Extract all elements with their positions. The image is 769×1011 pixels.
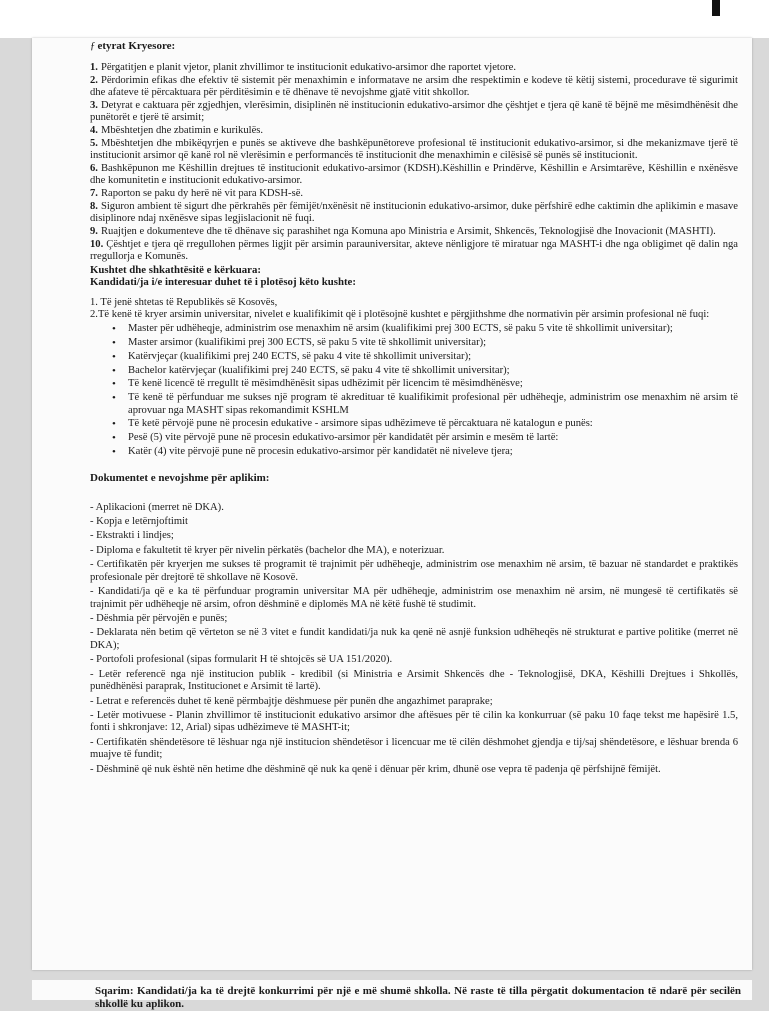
list-item: - Deklarata nën betim që vërteton se në 3 vitet e fundit kandidati/ja nuk ka qenë në asnjë funksion udhëheqës në strukturat e partive politike (merret në DKA); [90, 627, 738, 651]
list-item: - Letër referencë nga një institucion publik - kredibil (si Ministria e Arsimit Shkencës dhe - Teknologjisë, DKA, Këshilli Drejtues i Shkollës, punëdhënësi paraprak, Institucionet e Arsimit të lartë). [90, 668, 738, 693]
documents-list [90, 502, 738, 776]
list-item: • Pesë (5) vite përvojë pune në procesin edukativo-arsimor për kandidatët për arsimin e mesëm të lartë: [128, 432, 738, 444]
list-item: • Të ketë përvojë pune në procesin edukative - arsimore sipas udhëzimeve të përcaktuara në katalogun e punës: [128, 418, 738, 430]
item-text: Siguron ambient të sigurt dhe përkrahës për fëmijët/nxënësit në institucionin edukativo-arsimor, duke përfshirë edhe caktimin dhe aplikimin e masave disiplinore ndaj nxënësve sipas legjislacionit në fuqi. [90, 201, 738, 225]
documents-title: Dokumentet e nevojshme për aplikim: [90, 472, 270, 485]
duties-list [90, 62, 738, 263]
list-item: • Katër (4) vite përvojë pune në procesin edukativo-arsimor për kandidatët në niveleve tjera; [128, 446, 738, 458]
item-text: Mbështetjen dhe mbikëqyrjen e punës se aktiveve dhe bashkëpunëtoreve profesional të institucionit edukativo-arsimor, si dhe mekanizmave tjerë të institucionit arsimor që kanë rol në vlerësimin e performancës të institucionit dhe menaxhimin e cilësisë së punës së institucionit. [90, 138, 738, 162]
item-number: 10. [90, 238, 104, 250]
item-text: Detyrat e caktuara për zgjedhjen, vlerësimin, disiplinën në institucionin edukativo-arsimor dhe çështjet e tjera që kanë të bëjnë me mësimdhënësit dhe punëtorët e tjerë të arsimit; [90, 100, 738, 124]
list-item: • Të kenë të përfunduar me sukses një program të akredituar të kualifikimit profesional për udhëheqje, administrim ose menaxhim në arsim të aprovuar nga MASHT sipas rekomandimit KSHLM [128, 392, 738, 417]
item-number: 3. [90, 100, 98, 112]
document-content [90, 40, 738, 778]
item-number: 4. [90, 125, 98, 137]
conditions-list [90, 297, 738, 322]
list-item: - Aplikacioni (merret në DKA). [90, 501, 224, 513]
list-item [90, 62, 738, 74]
list-item: - Certifikatën për kryerjen me sukses të programit të trajnimit për udhëheqje, administrim ose menaxhim në arsim, të bazuar në standardet e praktikës profesionale për drejtorë të shkollave në Kosovë. [90, 559, 738, 583]
list-item: - Dëshminë që nuk është nën hetime dhe dëshminë që nuk ka qenë i dënuar për krim, dhunë ose vepra të padenja që përfshijnë fëmijët. [90, 763, 661, 775]
next-page-fragment [32, 980, 752, 1010]
list-item [90, 201, 738, 226]
list-item: - Diploma e fakultetit të kryer për nivelin përkatës (bachelor dhe MA), e noterizuar. [90, 544, 445, 556]
item-text: Çështjet e tjera që rregullohen përmes ligjit për arsimin parauniversitar, akteve nënligjore të miratuar nga MASHT-i dhe nga obligimet që dalin nga rregullorja e Komunës. [90, 238, 738, 263]
item-number: 5. [90, 138, 98, 150]
item-text: Mbështetjen dhe zbatimin e kurikulës. [100, 125, 264, 137]
item-number: 6. [90, 163, 98, 175]
list-item: 2.Të kenë të kryer arsimin universitar, nivelet e kualifikimit që i plotësojnë kushtet e përgjithshme dhe normativin për arsimin profesional në fuqi: [90, 308, 710, 320]
list-item [90, 226, 738, 238]
list-item: • Master arsimor (kualifikimi prej 300 ECTS, së paku 5 vite të shkollimit universitar); [128, 337, 738, 349]
list-item: 1. Të jenë shtetas të Republikës së Kosovës, [90, 296, 278, 308]
list-item: • Katërvjeçar (kualifikimi prej 240 ECTS, së paku 4 vite të shkollimit universitar); [128, 351, 738, 363]
item-text: Raporton se paku dy herë në vit para KDSH-së. [100, 188, 304, 200]
item-text: Përgatitjen e planit vjetor, planit zhvillimor te institucionit edukativo-arsimor dhe raportet vjetore. [100, 62, 517, 74]
list-item: - Kopja e letërnjoftimit [90, 515, 188, 527]
list-item: - Letrat e referencës duhet të kenë përmbajtje dëshmuese për punën dhe angazhimet paraprake; [90, 695, 493, 707]
item-number: 9. [90, 226, 98, 238]
scroll-marker [712, 0, 720, 16]
duties-heading [90, 40, 738, 52]
qualifications-list [90, 323, 738, 458]
list-item: - Dëshmia për përvojën e punës; [90, 613, 228, 624]
item-number: 7. [90, 188, 98, 200]
list-item [90, 75, 738, 100]
conditions-title: Kushtet dhe shkathtësitë e kërkuara: [90, 264, 261, 277]
list-item [90, 138, 738, 163]
document-page [32, 38, 752, 970]
item-text: Ruajtjen e dokumenteve dhe të dhënave siç parashihet nga Komuna apo Ministria e Arsimit, Shkencës, Teknologjisë dhe Inovacionit (MASHTI). [100, 226, 716, 238]
list-item [90, 100, 738, 125]
list-item: • Bachelor katërvjeçar (kualifikimi prej 240 ECTS, së paku 4 vite të shkollimit universitar); [128, 365, 738, 377]
list-item [90, 125, 738, 137]
list-item: • Master për udhëheqje, administrim ose menaxhim në arsim (kualifikimi prej 300 ECTS, së paku 5 vite të shkollimit universitar); [128, 323, 738, 335]
heading-mark: ƒ [90, 40, 96, 52]
duties-heading-text: etyrat Kryesore: [97, 40, 176, 52]
candidates-title: Kandidati/ja i/e interesuar duhet të i plotësoj këto kushte: [90, 276, 356, 289]
list-item: • Të kenë licencë të rregullt të mësimdhënësit sipas udhëzimit për licencim të mësimdhënësve; [128, 378, 738, 390]
item-number: 8. [90, 201, 98, 213]
item-number: 1. [90, 62, 98, 74]
list-item: - Kandidati/ja që e ka të përfunduar programin universitar MA për udhëheqje, administrim ose menaxhim në arsim, në mungesë të certifikatës së trajnimit për udhëheqje në arsim, ofron dëshminë e diplomës MA në këtë fushë të studimit. [90, 586, 738, 610]
list-item [90, 163, 738, 188]
list-item: - Portofoli profesional (sipas formularit H të shtojcës së UA 151/2020). [90, 654, 393, 666]
list-item [90, 239, 738, 264]
item-text: Bashkëpunon me Këshillin drejtues të institucionit edukativo-arsimor (KDSH).Këshillin e Prindërve, Këshillin e Arsimtarëve, Këshillin e nxënësve dhe komunitetin e institucionit edukativo-arsimor. [90, 163, 738, 187]
top-strip [0, 0, 769, 38]
item-number: 2. [90, 75, 98, 87]
list-item: - Certifikatën shëndetësore të lëshuar nga një institucion shëndetësor i licencuar me të cilën dëshmohet gjendja e tij/saj shëndetësore, e lëshuar brenda 6 muajve të fundit; [90, 736, 738, 761]
list-item: - Letër motivuese - Planin zhvillimor të institucionit edukativo arsimor dhe aftësues për të cilin ka konkurruar (së paku 10 faqe tekst me hapësirë 1.5, fonti i shkronjave: 12, Arial) sipas udhëzimeve të MASHT-it; [90, 710, 738, 734]
item-text: Përdorimin efikas dhe efektiv të sistemit për menaxhimin e informatave ne arsim dhe respektimin e kodeve të këtij sistemi, procedurave të sigurimit dhe afateve të përcaktuara për përditësimin e të dhënave të nevojshme gjatë vitit shkollor. [90, 75, 738, 99]
list-item [90, 188, 738, 200]
clarification-note: Sqarim: Kandidati/ja ka të drejtë konkurrimi për një e më shumë shkolla. Në raste të tilla përgatit dokumentacion të ndarë për secilën shkollë ku aplikon. [95, 985, 741, 1010]
list-item: - Ekstrakti i lindjes; [90, 530, 174, 542]
